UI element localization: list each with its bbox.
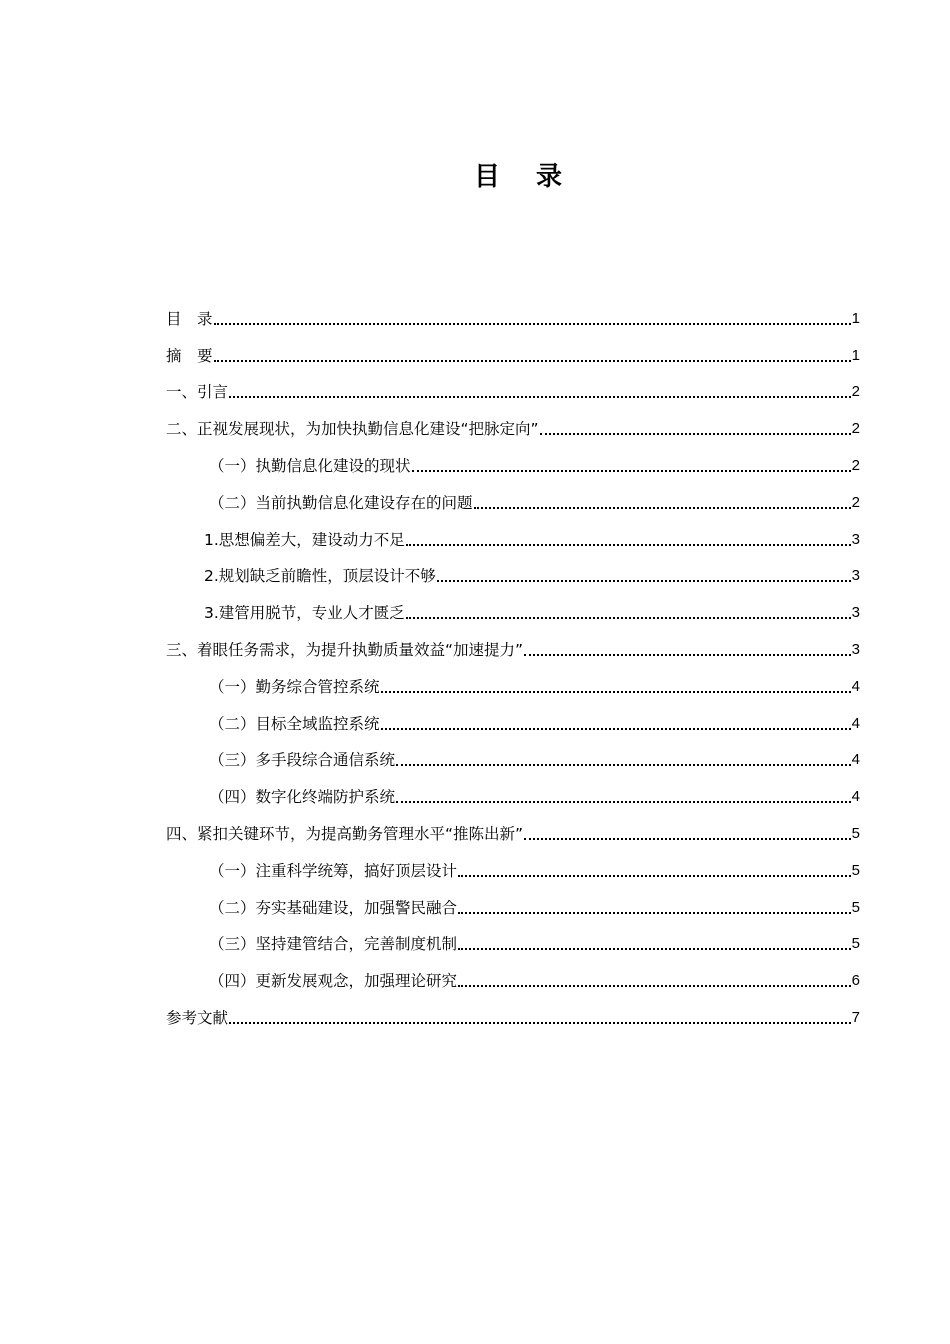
page-title-right: 录 xyxy=(536,162,563,192)
toc-entry-section-3-2[interactable] xyxy=(166,697,860,734)
toc-entry-label: 一、引言 xyxy=(166,383,229,402)
toc-entry-section-3-1[interactable] xyxy=(166,660,860,697)
toc-page-number: 3 xyxy=(851,530,860,548)
dot-leader xyxy=(381,728,851,730)
dot-leader xyxy=(229,396,851,398)
toc-page-number: 4 xyxy=(851,788,860,806)
toc-page-number: 5 xyxy=(851,861,860,879)
toc-page-number: 4 xyxy=(851,714,860,732)
dot-leader xyxy=(458,912,851,914)
toc-page-number: 3 xyxy=(851,567,860,585)
toc-entry-section-2[interactable] xyxy=(166,402,860,439)
page-title xyxy=(0,156,950,193)
toc-entry-label: 2.规划缺乏前瞻性，顶层设计不够 xyxy=(204,567,436,586)
toc-entry-section-3[interactable] xyxy=(166,623,860,660)
toc-entry-label: 3.建管用脱节，专业人才匮乏 xyxy=(204,604,405,623)
toc-entry-label: （三）多手段综合通信系统 xyxy=(209,751,396,770)
toc-page-number: 5 xyxy=(851,824,860,842)
toc-page-number: 3 xyxy=(851,604,860,622)
toc-entry-section-2-2-3[interactable] xyxy=(166,586,860,623)
toc-entry-section-4-3[interactable] xyxy=(166,918,860,955)
toc-entry-label: 1.思想偏差大，建设动力不足 xyxy=(204,530,405,549)
toc-entry-label: （一）执勤信息化建设的现状 xyxy=(209,456,411,475)
toc-entry-label: （二）夯实基础建设，加强警民融合 xyxy=(209,898,458,917)
toc-page-number: 3 xyxy=(851,640,860,658)
toc-entry-section-3-3[interactable] xyxy=(166,734,860,771)
dot-leader xyxy=(396,764,851,766)
toc-entry-label: 四、紧扣关键环节，为提高勤务管理水平“推陈出新” xyxy=(166,824,524,843)
toc-page-number: 2 xyxy=(851,383,860,401)
dot-leader xyxy=(524,654,851,656)
dot-leader xyxy=(437,580,851,582)
dot-leader xyxy=(381,691,851,693)
dot-leader xyxy=(524,838,851,840)
toc-entry-section-2-2-1[interactable] xyxy=(166,513,860,550)
toc-entry-introduction[interactable] xyxy=(166,366,860,403)
toc-entry-section-2-1[interactable] xyxy=(166,439,860,476)
toc-entry-label: （三）坚持建管结合，完善制度机制 xyxy=(209,935,458,954)
toc-page-number: 1 xyxy=(851,309,860,327)
toc-page-number: 6 xyxy=(851,972,860,990)
dot-leader xyxy=(396,801,851,803)
toc-entry-contents[interactable] xyxy=(166,292,860,329)
dot-leader xyxy=(406,617,851,619)
toc-page-number: 7 xyxy=(851,1008,860,1026)
toc-page-number: 2 xyxy=(851,420,860,438)
toc-entry-label: 摘 要 xyxy=(166,346,213,365)
toc-page-number: 4 xyxy=(851,751,860,769)
toc-page-number: 4 xyxy=(851,677,860,695)
table-of-contents xyxy=(166,292,860,1028)
toc-page-number: 5 xyxy=(851,935,860,953)
dot-leader xyxy=(458,875,851,877)
dot-leader xyxy=(474,507,851,509)
toc-entry-section-4-2[interactable] xyxy=(166,881,860,918)
toc-entry-section-2-2-2[interactable] xyxy=(166,550,860,587)
dot-leader xyxy=(458,948,851,950)
toc-entry-label: 目 录 xyxy=(166,309,213,328)
dot-leader xyxy=(540,433,851,435)
toc-entry-section-4-1[interactable] xyxy=(166,844,860,881)
toc-entry-label: （一）勤务综合管控系统 xyxy=(209,677,380,696)
toc-page-number: 1 xyxy=(851,346,860,364)
dot-leader xyxy=(229,1022,851,1024)
dot-leader xyxy=(412,470,851,472)
dot-leader xyxy=(214,360,851,362)
toc-page-number: 5 xyxy=(851,898,860,916)
dot-leader xyxy=(214,323,851,325)
toc-entry-label: （二）当前执勤信息化建设存在的问题 xyxy=(209,493,473,512)
toc-entry-references[interactable] xyxy=(166,991,860,1028)
dot-leader xyxy=(406,544,851,546)
toc-page-number: 2 xyxy=(851,493,860,511)
toc-entry-section-4[interactable] xyxy=(166,807,860,844)
toc-entry-abstract[interactable] xyxy=(166,329,860,366)
toc-entry-label: （四）数字化终端防护系统 xyxy=(209,788,396,807)
toc-entry-section-3-4[interactable] xyxy=(166,770,860,807)
toc-entry-section-2-2[interactable] xyxy=(166,476,860,513)
toc-entry-label: （二）目标全域监控系统 xyxy=(209,714,380,733)
toc-page-number: 2 xyxy=(851,456,860,474)
dot-leader xyxy=(458,985,851,987)
toc-entry-label: 二、正视发展现状，为加快执勤信息化建设“把脉定向” xyxy=(166,420,539,439)
page-title-left: 目 xyxy=(473,162,500,192)
toc-entry-label: 参考文献 xyxy=(166,1008,229,1027)
toc-entry-label: （四）更新发展观念，加强理论研究 xyxy=(209,972,458,991)
toc-entry-label: （一）注重科学统筹，搞好顶层设计 xyxy=(209,861,458,880)
toc-entry-section-4-4[interactable] xyxy=(166,954,860,991)
toc-entry-label: 三、着眼任务需求，为提升执勤质量效益“加速提力” xyxy=(166,640,524,659)
